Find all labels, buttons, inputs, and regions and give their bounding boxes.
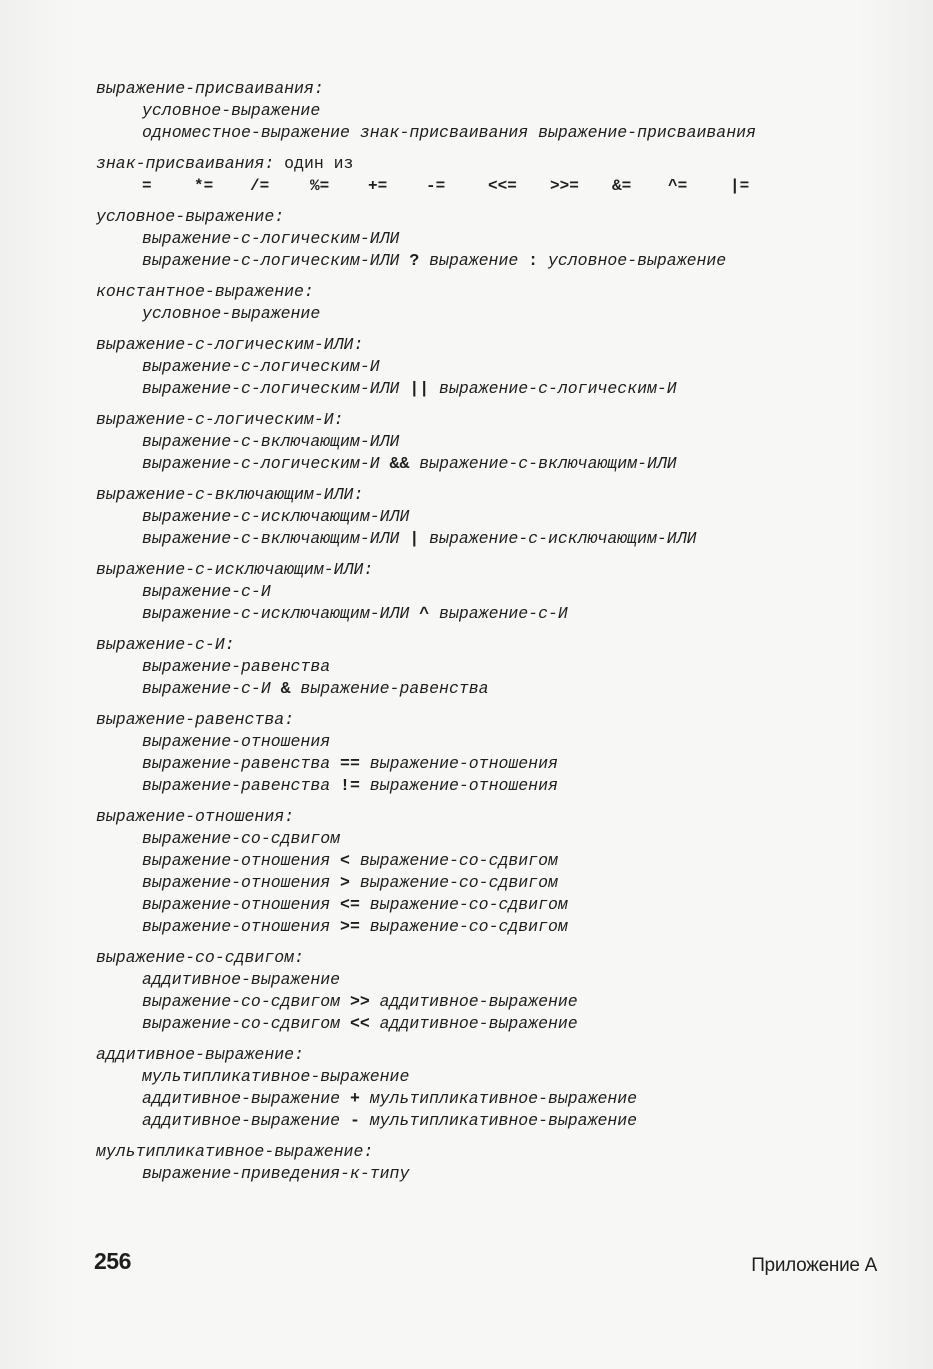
operator-token: >> bbox=[349, 992, 370, 1011]
grammar-term: выражение-отношения bbox=[142, 873, 341, 892]
rule-alternative bbox=[96, 528, 896, 550]
grammar-term: выражение-с-логическим-И bbox=[429, 379, 677, 398]
rule-head bbox=[96, 806, 896, 828]
rule-head-text: выражение-отношения: bbox=[96, 807, 295, 826]
operator-token: |= bbox=[730, 177, 750, 195]
rule-head-text: мультипликативное-выражение: bbox=[96, 1142, 374, 1161]
rule-alternative bbox=[96, 303, 896, 325]
rule-head-suffix: один из bbox=[274, 154, 354, 173]
rule-alternative bbox=[96, 1110, 896, 1132]
rule-alternative bbox=[96, 969, 896, 991]
operator-token: *= bbox=[194, 177, 214, 195]
rule-head bbox=[96, 634, 896, 656]
rule-alternative bbox=[96, 1066, 896, 1088]
grammar-term: выражение-отношения bbox=[142, 917, 341, 936]
rule-alternative bbox=[96, 581, 896, 603]
rule-alternative bbox=[96, 431, 896, 453]
rule-head bbox=[96, 409, 896, 431]
grammar-term: аддитивное-выражение bbox=[369, 992, 578, 1011]
rule-head-text: выражение-с-И: bbox=[96, 635, 235, 654]
grammar-term: условное-выражение bbox=[538, 251, 727, 270]
rule-head-text: аддитивное-выражение: bbox=[96, 1045, 304, 1064]
grammar-term: выражение-равенства bbox=[142, 754, 341, 773]
page-number: 256 bbox=[94, 1248, 131, 1274]
rule-alternative bbox=[96, 100, 896, 122]
grammar-rule bbox=[96, 559, 896, 625]
grammar-term: мультипликативное-выражение bbox=[359, 1089, 638, 1108]
rule-alternative bbox=[96, 775, 896, 797]
rule-head bbox=[96, 484, 896, 506]
rule-head bbox=[96, 78, 896, 100]
rule-alternative bbox=[96, 1163, 896, 1185]
operator-token: | bbox=[409, 529, 420, 548]
rule-head-text: выражение-равенства: bbox=[96, 710, 295, 729]
rule-head bbox=[96, 1141, 896, 1163]
rule-alternative bbox=[96, 850, 896, 872]
grammar-term: выражение-со-сдвигом bbox=[359, 895, 568, 914]
rule-head-text: условное-выражение: bbox=[96, 207, 285, 226]
rule-alternative bbox=[96, 122, 896, 144]
grammar-term: выражение-со-сдвигом bbox=[142, 992, 350, 1011]
operator-token: <= bbox=[340, 895, 360, 914]
operator-token: >= bbox=[340, 917, 360, 936]
grammar-term: условное-выражение bbox=[142, 101, 321, 120]
rule-alternative bbox=[96, 1088, 896, 1110]
rule-head bbox=[96, 206, 896, 228]
grammar-term: выражение-с-логическим-ИЛИ bbox=[142, 379, 410, 398]
grammar-rule bbox=[96, 281, 896, 325]
grammar-term: выражение-с-логическим-И bbox=[142, 454, 390, 473]
grammar-term: аддитивное-выражение bbox=[142, 1089, 350, 1108]
rule-head-text: выражение-присваивания: bbox=[96, 79, 324, 98]
rule-head-text: выражение-с-включающим-ИЛИ: bbox=[96, 485, 364, 504]
operator-token: == bbox=[340, 754, 360, 773]
grammar-term: выражение-с-И bbox=[142, 582, 271, 601]
grammar-rule bbox=[96, 334, 896, 400]
grammar-rule bbox=[96, 947, 896, 1035]
operator-token: += bbox=[368, 177, 388, 195]
rule-alternative bbox=[96, 250, 896, 272]
grammar-term: мультипликативное-выражение bbox=[142, 1067, 410, 1086]
operator-token: &= bbox=[612, 177, 632, 195]
rule-head bbox=[96, 1044, 896, 1066]
rule-alternative bbox=[96, 753, 896, 775]
grammar-term: выражение-со-сдвигом bbox=[142, 1014, 350, 1033]
grammar-term: выражение-с-исключающим-ИЛИ bbox=[419, 529, 697, 548]
grammar-rule bbox=[96, 484, 896, 550]
grammar-term: выражение-равенства bbox=[290, 679, 489, 698]
grammar-rule bbox=[96, 1141, 896, 1185]
rule-head bbox=[96, 709, 896, 731]
grammar-rule bbox=[96, 806, 896, 938]
operator-token: & bbox=[280, 679, 291, 698]
rule-alternative bbox=[96, 872, 896, 894]
grammar-term: выражение-с-И bbox=[429, 604, 568, 623]
grammar-term: выражение-со-сдвигом bbox=[349, 873, 558, 892]
operator-token: > bbox=[340, 873, 350, 892]
operator-token: >>= bbox=[550, 177, 579, 195]
rule-head bbox=[96, 281, 896, 303]
grammar-rule bbox=[96, 709, 896, 797]
grammar-rule bbox=[96, 409, 896, 475]
rule-alternative bbox=[96, 678, 896, 700]
grammar-term: выражение-со-сдвигом bbox=[142, 829, 341, 848]
grammar-term: выражение-равенства bbox=[142, 657, 331, 676]
grammar-rule bbox=[96, 78, 896, 144]
rule-head bbox=[96, 559, 896, 581]
rule-head bbox=[96, 947, 896, 969]
operator-token: <<= bbox=[488, 177, 517, 195]
operator-token: < bbox=[340, 851, 350, 870]
grammar-term: выражение-с-И bbox=[142, 679, 281, 698]
grammar-listing bbox=[96, 78, 896, 1194]
rule-alternative bbox=[96, 228, 896, 250]
operator-token: - bbox=[349, 1111, 360, 1130]
grammar-term: выражение-отношения bbox=[142, 851, 341, 870]
rule-head-text: выражение-с-исключающим-ИЛИ: bbox=[96, 560, 374, 579]
rule-head-text: знак-присваивания: bbox=[96, 154, 275, 173]
grammar-rule bbox=[96, 634, 896, 700]
rule-head-text: выражение-со-сдвигом: bbox=[96, 948, 304, 967]
grammar-rule bbox=[96, 153, 896, 197]
rule-alternative bbox=[96, 828, 896, 850]
grammar-term: выражение-с-логическим-ИЛИ bbox=[142, 229, 400, 248]
grammar-rule bbox=[96, 1044, 896, 1132]
rule-alternative bbox=[96, 1013, 896, 1035]
grammar-term: выражение-равенства bbox=[142, 776, 341, 795]
grammar-term: мультипликативное-выражение bbox=[359, 1111, 638, 1130]
rule-alternative bbox=[96, 731, 896, 753]
grammar-term: выражение-с-логическим-ИЛИ bbox=[142, 251, 410, 270]
grammar-term: аддитивное-выражение bbox=[142, 970, 341, 989]
rule-alternative bbox=[96, 656, 896, 678]
operator-token: /= bbox=[250, 177, 270, 195]
rule-alternative bbox=[96, 378, 896, 400]
rule-alternative bbox=[96, 356, 896, 378]
rule-head-text: константное-выражение: bbox=[96, 282, 314, 301]
grammar-term: выражение-со-сдвигом bbox=[359, 917, 568, 936]
grammar-term: аддитивное-выражение bbox=[142, 1111, 350, 1130]
rule-alternative bbox=[96, 506, 896, 528]
rule-head bbox=[96, 153, 896, 175]
grammar-term: выражение-с-включающим-ИЛИ bbox=[409, 454, 677, 473]
grammar-term: выражение-со-сдвигом bbox=[349, 851, 558, 870]
grammar-term: выражение-отношения bbox=[142, 895, 341, 914]
rule-head-text: выражение-с-логическим-ИЛИ: bbox=[96, 335, 364, 354]
grammar-term: выражение bbox=[419, 251, 529, 270]
operator-token: -= bbox=[426, 177, 446, 195]
grammar-rule bbox=[96, 206, 896, 272]
rule-head bbox=[96, 334, 896, 356]
running-footer-title: Приложение А bbox=[751, 1255, 877, 1276]
grammar-term: выражение-отношения bbox=[359, 776, 558, 795]
rule-alternative bbox=[96, 916, 896, 938]
grammar-term: выражение-приведения-к-типу bbox=[142, 1164, 410, 1183]
operator-token: + bbox=[349, 1089, 360, 1108]
operator-token: ? bbox=[409, 251, 420, 270]
grammar-term: аддитивное-выражение bbox=[369, 1014, 578, 1033]
operator-token: << bbox=[349, 1014, 370, 1033]
grammar-term: выражение-с-исключающим-ИЛИ bbox=[142, 604, 420, 623]
operator-token: ^ bbox=[419, 604, 430, 623]
operator-token: != bbox=[340, 776, 360, 795]
rule-alternative bbox=[96, 991, 896, 1013]
operator-token: ^= bbox=[668, 177, 688, 195]
grammar-term: одноместное-выражение знак-присваивания выражение-присваивания bbox=[142, 123, 756, 142]
grammar-term: выражение-с-включающим-ИЛИ bbox=[142, 529, 410, 548]
rule-alternative bbox=[96, 894, 896, 916]
operator-token: && bbox=[389, 454, 410, 473]
grammar-term: выражение-отношения bbox=[142, 732, 331, 751]
rule-alternative bbox=[96, 453, 896, 475]
grammar-term: выражение-с-логическим-И bbox=[142, 357, 380, 376]
operator-token: = bbox=[142, 177, 152, 195]
rule-alternative bbox=[96, 603, 896, 625]
operator-token: %= bbox=[310, 177, 330, 195]
operator-token: : bbox=[528, 251, 539, 270]
grammar-term: условное-выражение bbox=[142, 304, 321, 323]
operator-token: || bbox=[409, 379, 430, 398]
grammar-term: выражение-с-включающим-ИЛИ bbox=[142, 432, 400, 451]
operator-list bbox=[96, 175, 896, 197]
grammar-term: выражение-с-исключающим-ИЛИ bbox=[142, 507, 410, 526]
rule-head-text: выражение-с-логическим-И: bbox=[96, 410, 344, 429]
grammar-term: выражение-отношения bbox=[359, 754, 558, 773]
